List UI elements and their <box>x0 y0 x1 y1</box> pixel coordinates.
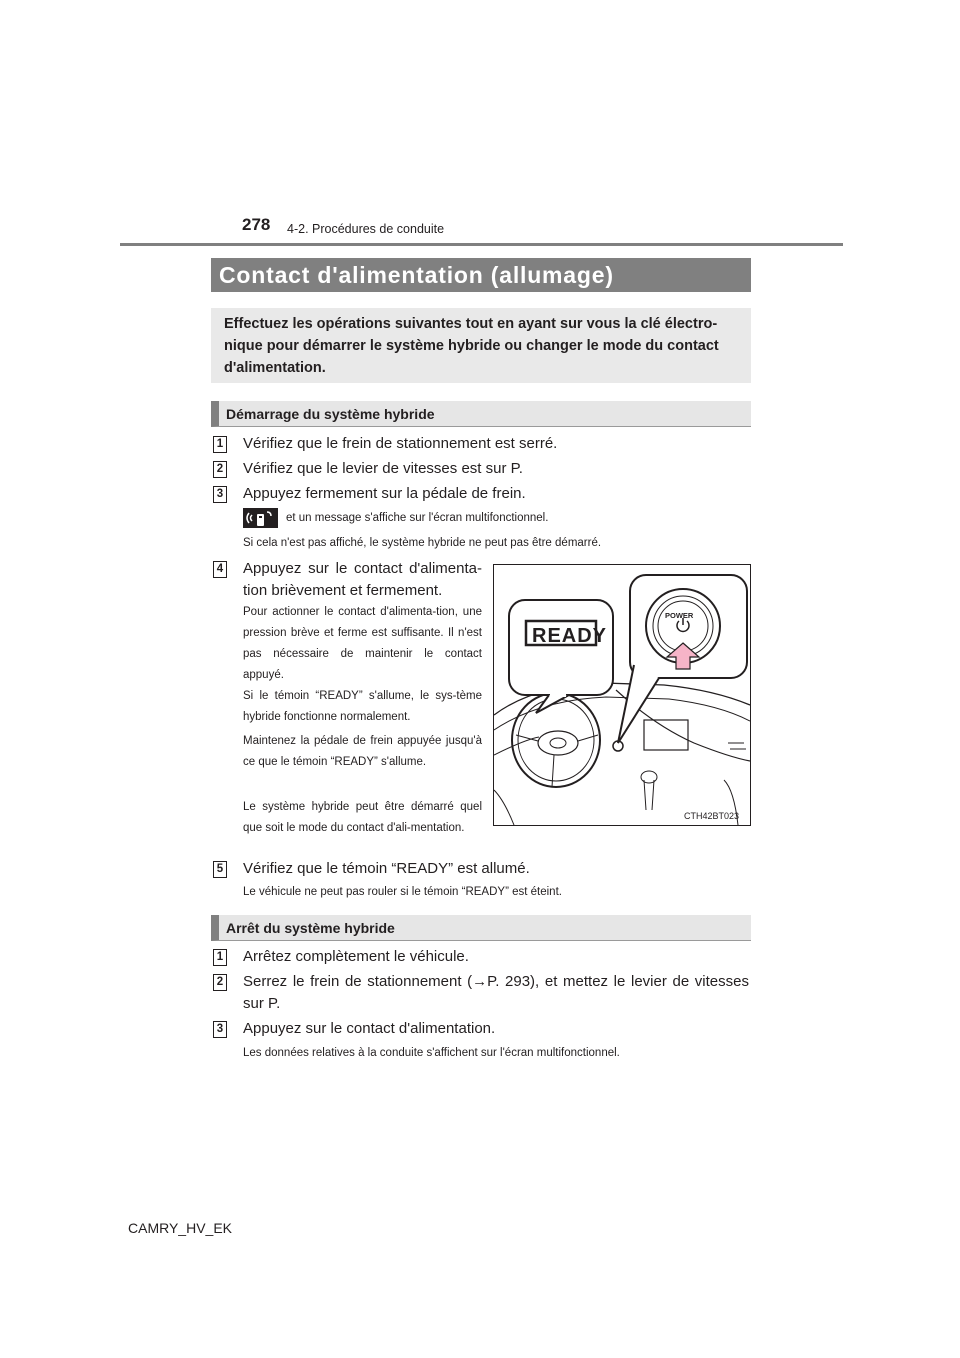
start-step-3-note: et un message s'affiche sur l'écran multifonctionnel. <box>286 512 549 524</box>
stop-heading: Arrêt du système hybride <box>211 915 751 941</box>
start-step-5-note: Le véhicule ne peut pas rouler si le témoin “READY” est éteint. <box>243 886 562 898</box>
start-step-5-number: 5 <box>213 861 227 878</box>
stop-step-3-number: 3 <box>213 1021 227 1038</box>
start-heading: Démarrage du système hybride <box>211 401 751 427</box>
power-switch-figure <box>493 564 751 826</box>
header-divider <box>120 243 843 246</box>
start-step-4-number: 4 <box>213 561 227 578</box>
start-step-3-note-2: Si cela n'est pas affiché, le système hybride ne peut pas être démarré. <box>243 537 602 549</box>
stop-step-3-note: Les données relatives à la conduite s'affichent sur l'écran multifonctionnel. <box>243 1047 620 1059</box>
smart-key-indicator-icon <box>243 508 278 528</box>
start-step-4-text: Appuyez sur le contact d'alimenta-tion brièvement et fermement. <box>243 560 482 599</box>
start-step-4-note-3: Maintenez la pédale de frein appuyée jusqu'à ce que le témoin “READY” s'allume. <box>243 735 482 768</box>
stop-step-1-number: 1 <box>213 949 227 966</box>
start-step-3-text: Appuyez fermement sur la pédale de frein. <box>243 485 526 502</box>
intro-text: Effectuez les opérations suivantes tout en ayant sur vous la clé électro-nique pour démarrer le système hybride ou changer le mode du contact d'alimentation. <box>211 308 751 383</box>
stop-step-2-number: 2 <box>213 974 227 991</box>
start-step-2-number: 2 <box>213 461 227 478</box>
ready-indicator-label: READY <box>532 625 608 647</box>
start-step-2-text: Vérifiez que le levier de vitesses est sur P. <box>243 460 523 477</box>
stop-step-2-text: Serrez le frein de stationnement (→P. 293), et mettez le levier de vitesses sur P. <box>243 973 749 1012</box>
start-step-1-number: 1 <box>213 436 227 453</box>
start-step-4-note-1: Pour actionner le contact d'alimenta-tion, une pression brève et ferme est suffisante. Il n'est pas nécessaire de maintenir le contact appuyé. <box>243 606 482 681</box>
power-button-label: POWER <box>665 611 694 620</box>
page-number: 278 <box>242 215 271 234</box>
footer-model-code: CAMRY_HV_EK <box>128 1220 233 1236</box>
start-step-3-number: 3 <box>213 486 227 503</box>
start-step-4-note-2: Si le témoin “READY” s'allume, le sys-tème hybride fonctionne normalement. <box>243 690 482 723</box>
start-step-1-text: Vérifiez que le frein de stationnement est serré. <box>243 435 558 452</box>
section-heading: 4-2. Procédures de conduite <box>287 222 445 236</box>
page-title: Contact d'alimentation (allumage) <box>211 258 751 292</box>
stop-step-1-text: Arrêtez complètement le véhicule. <box>243 948 469 965</box>
start-step-5-text: Vérifiez que le témoin “READY” est allumé. <box>243 860 530 877</box>
stop-step-3-text: Appuyez sur le contact d'alimentation. <box>243 1020 496 1037</box>
figure-code: CTH42BT023 <box>684 811 740 821</box>
start-step-4-note-4: Le système hybride peut être démarré quel que soit le mode du contact d'ali-mentation. <box>243 801 482 834</box>
